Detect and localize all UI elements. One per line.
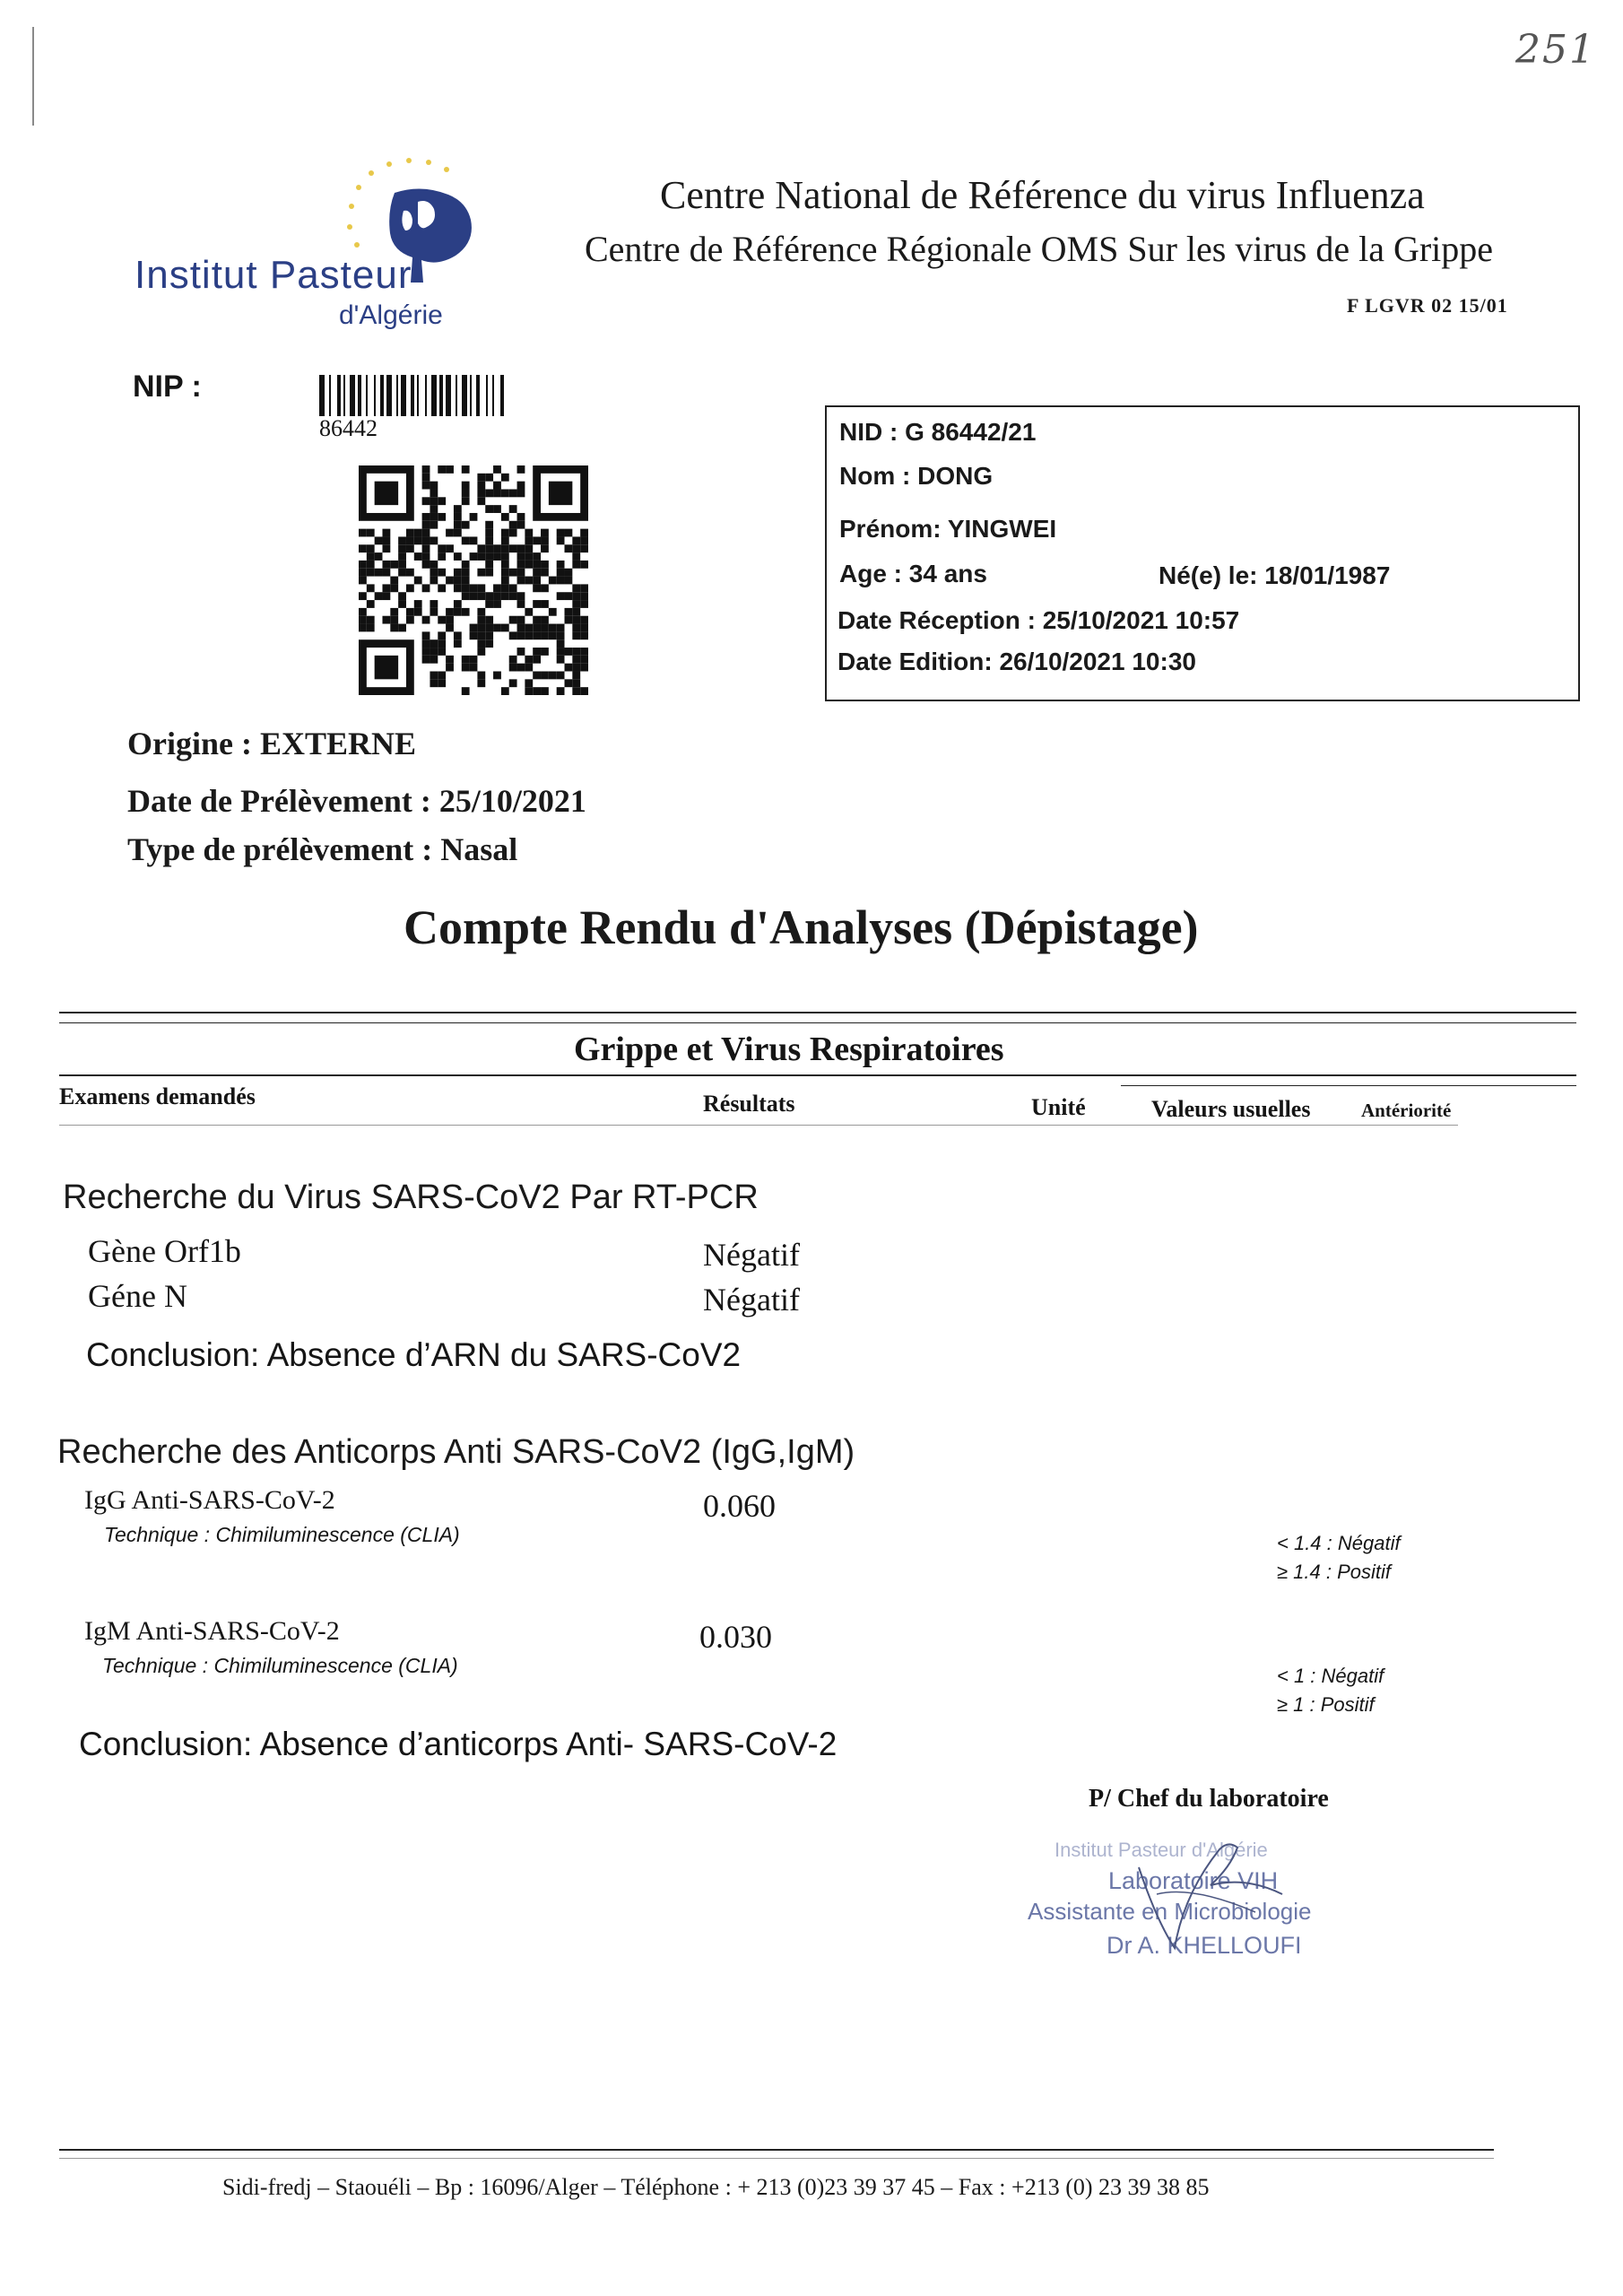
header-who-center: Centre de Référence Régionale OMS Sur les virus de la Grippe: [585, 229, 1494, 269]
igm-result: 0.030: [699, 1619, 772, 1655]
footer-divider: [59, 2149, 1494, 2151]
patient-id-box: [825, 405, 1580, 701]
scan-edge-mark: [32, 27, 34, 126]
igm-ref-negative: < 1 : Négatif: [1277, 1665, 1384, 1687]
pcr-title: Recherche du Virus SARS-CoV2 Par RT-PCR: [63, 1178, 759, 1216]
stamp-line: Institut Pasteur d'Algérie: [1055, 1839, 1268, 1861]
handwritten-page-number: 251: [1515, 27, 1596, 73]
antibody-title: Recherche des Anticorps Anti SARS-CoV2 (IgG,IgM): [57, 1433, 855, 1471]
igg-test-name: IgG Anti-SARS-CoV-2: [84, 1485, 335, 1515]
antibody-conclusion: Conclusion: Absence d’anticorps Anti- SARS-CoV-2: [79, 1726, 838, 1762]
column-unite: Unité: [1031, 1094, 1086, 1120]
divider: [59, 1022, 1576, 1023]
header-center-name: Centre National de Référence du virus Influenza: [660, 173, 1425, 217]
patient-age: Age : 34 ans: [839, 560, 987, 587]
stamp-line: Dr A. KHELLOUFI: [1107, 1932, 1302, 1959]
report-title: Compte Rendu d'Analyses (Dépistage): [404, 900, 1199, 954]
reception-date: Date Réception : 25/10/2021 10:57: [838, 606, 1240, 634]
divider: [59, 1125, 1458, 1126]
signature-label: P/ Chef du laboratoire: [1089, 1785, 1329, 1813]
patient-prenom: Prénom: YINGWEI: [839, 515, 1057, 543]
footer-divider: [59, 2158, 1494, 2159]
igg-result: 0.060: [703, 1488, 776, 1524]
gene-name: Gène Orf1b: [88, 1233, 241, 1269]
stamp-line: Laboratoire VIH: [1108, 1867, 1279, 1894]
divider: [59, 1074, 1576, 1076]
sample-collection-date: Date de Prélèvement : 25/10/2021: [127, 783, 586, 819]
igm-test-name: IgM Anti-SARS-CoV-2: [84, 1616, 340, 1646]
column-resultats: Résultats: [703, 1091, 795, 1117]
form-code: F LGVR 02 15/01: [1347, 294, 1508, 317]
gene-result: Négatif: [703, 1282, 800, 1318]
igg-ref-negative: < 1.4 : Négatif: [1277, 1532, 1401, 1554]
logo-institution-name: Institut Pasteur: [135, 253, 412, 297]
patient-nom: Nom : DONG: [839, 462, 994, 490]
sample-origin: Origine : EXTERNE: [127, 726, 417, 761]
igm-technique: Technique : Chimiluminescence (CLIA): [102, 1654, 458, 1677]
pcr-conclusion: Conclusion: Absence d’ARN du SARS-CoV2: [86, 1336, 742, 1373]
handwritten-signature-icon: [1121, 1831, 1300, 1966]
column-valeurs: Valeurs usuelles: [1151, 1096, 1311, 1122]
qr-code: [359, 465, 588, 696]
edition-date: Date Edition: 26/10/2021 10:30: [838, 648, 1196, 675]
column-examens: Examens demandés: [59, 1083, 256, 1109]
gene-name: Géne N: [88, 1278, 187, 1314]
divider: [59, 1012, 1576, 1013]
gene-result: Négatif: [703, 1237, 800, 1273]
igg-technique: Technique : Chimiluminescence (CLIA): [104, 1523, 460, 1546]
barcode-number: 86442: [319, 415, 378, 441]
footer-address: Sidi-fredj – Staouéli – Bp : 16096/Alger – Téléphone : + 213 (0)23 39 37 45 – Fax : +213 (0) 23 39 38 85: [222, 2174, 1210, 2200]
divider: [1121, 1085, 1576, 1086]
stamp-line: Assistante en Microbiologie: [1028, 1898, 1312, 1925]
column-anteriorite: Antériorité: [1361, 1100, 1452, 1121]
igm-ref-positive: ≥ 1 : Positif: [1277, 1693, 1375, 1716]
sample-type: Type de prélèvement : Nasal: [127, 831, 518, 867]
section-title: Grippe et Virus Respiratoires: [574, 1031, 1004, 1068]
patient-nid: NID : G 86442/21: [839, 418, 1037, 446]
nip-label: NIP :: [133, 370, 202, 404]
igg-ref-positive: ≥ 1.4 : Positif: [1277, 1561, 1392, 1583]
patient-birth-date: Né(e) le: 18/01/1987: [1159, 561, 1391, 589]
barcode: [319, 375, 646, 416]
lab-stamp: [1022, 1831, 1408, 1975]
logo-country-name: d'Algérie: [339, 300, 443, 330]
